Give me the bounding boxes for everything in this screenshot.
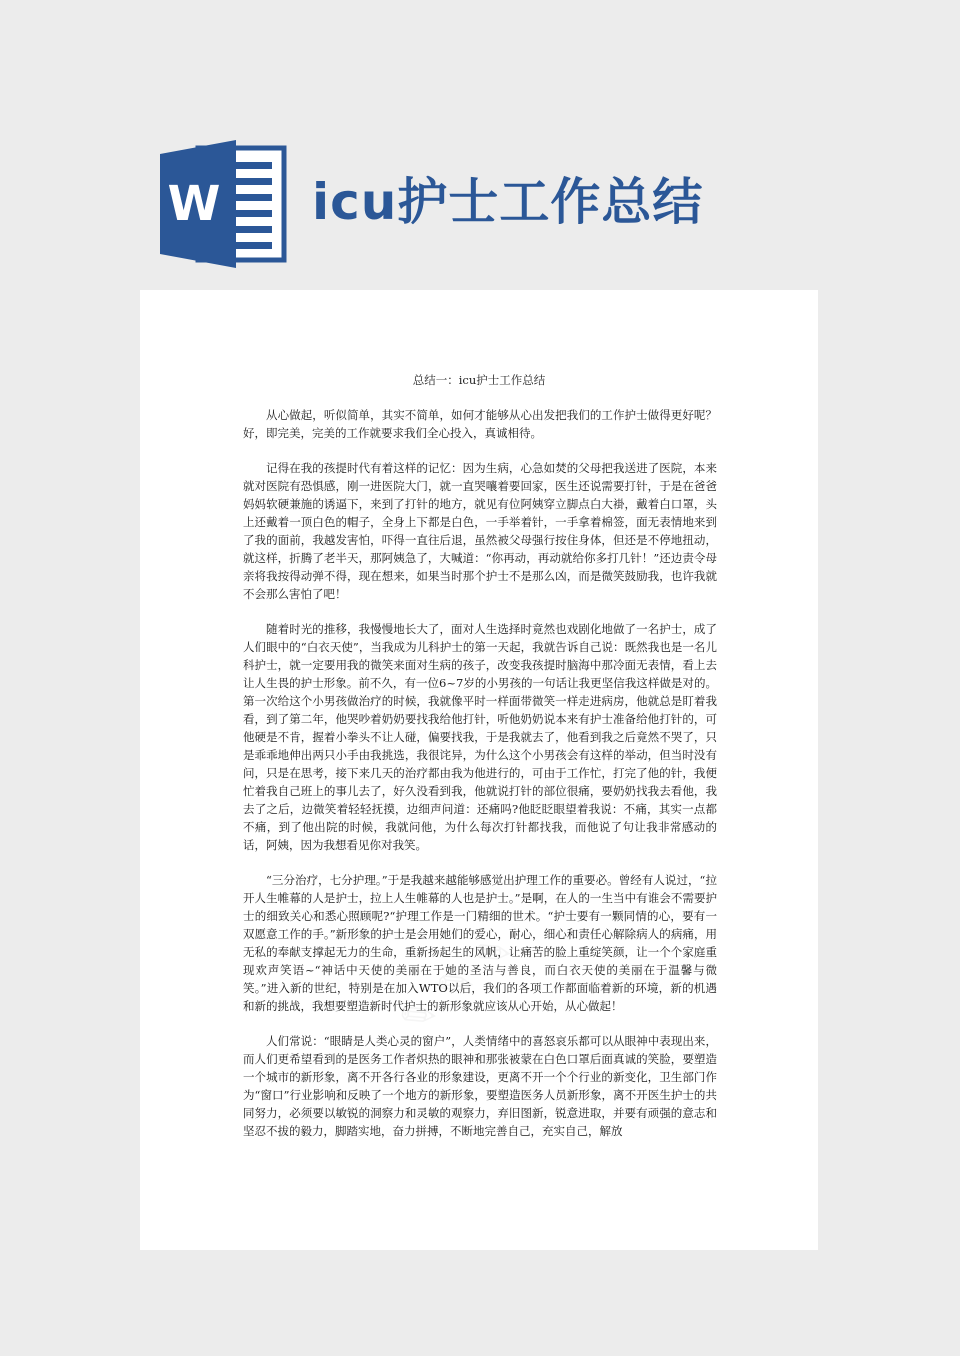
document-page: [140, 290, 818, 1250]
paragraph-4: “三分治疗，七分护理。”于是我越来越能够感觉出护理工作的重要必。曾经有人说过，“拉开人生帷幕的人是护士，拉上人生帷幕的人也是护士。”是啊，在人的一生当中有谁会不需要护士的细致关心和悉心照顾呢?“护理工作是一门精细的世术。“护士要有一颗同情的心，要有一双愿意工作的手。”新形象的护士是会用她们的爱心，耐心，细心和责任心解除病人的病痛，用无私的奉献支撑起无力的生命，重新扬起生的风帆，让痛苦的脸上重绽笑颜，让一个个家庭重现欢声笑语~“神话中天使的美丽在于她的圣洁与善良，而白衣天使的美丽在于温馨与微笑。”进入新的世纪，特别是在加入WTO以后，我们的各项工作都面临着新的环境，新的机遇和新的挑战，我想要塑造新时代护士的新形象就应该从心开始，从心做起！: [243, 873, 717, 1013]
paragraph-2: 记得在我的孩提时代有着这样的记忆：因为生病，心急如焚的父母把我送进了医院，本来就对医院有恐惧感，刚一进医院大门，就一直哭嚷着要回家，医生还说需要打针，于是在爸爸妈妈软硬兼施的诱逼下，来到了打针的地方，就见有位阿姨穿立脚点白大褂，戴着白口罩，头上还戴着一顶白色的帽子，全身上下都是白色，一手举着针，一手拿着棉签，面无表情地来到了我的面前，我越发害怕，吓得一直往后退，虽然被父母强行按住身体，但还是不停地扭动，就这样，折腾了老半天，那阿姨急了，大喊道：“你再动，再动就给你多打几针！”还边责令母亲将我按得动弹不得，现在想来，如果当时那个护士不是那么凶，而是微笑鼓励我，也许我就不会那么害怕了吧！: [243, 461, 717, 601]
paragraph-3: 随着时光的推移，我慢慢地长大了，面对人生选择时竟然也戏剧化地做了一名护士，成了人们眼中的“白衣天使”，当我成为儿科护士的第一天起，我就告诉自己说：既然我也是一名儿科护士，就一定要用我的微笑来面对生病的孩子，改变我孩提时脑海中那冷面无表情，看上去让人生畏的护士形象。前不久，有一位6~7岁的小男孩的一句话让我更坚信我这样做是对的。第一次给这个小男孩做治疗的时候，我就像平时一样面带微笑一样走进病房，他就总是盯着我看，到了第二年，他哭吵着奶奶要找我给他打针，听他奶奶说本来有护士准备给他打针的，可他硬是不肯，握着小拳头不让人碰，偏要找我，于是我就去了，他看到我之后竟然不哭了，只是乖乖地伸出两只小手由我挑选，我很诧异，为什么这个小男孩会有这样的举动，但当时没有问，只是在思考，接下来几天的治疗都由我为他进行的，可由于工作忙，打完了他的针，我便忙着我自己班上的事儿去了，好久没看到我，他就说打针的部位很痛，要奶奶找我去看他，我去了之后，边微笑着轻轻抚摸，边细声问道：还痛吗?他眨眨眼望着我说：不痛，其实一点都不痛，到了他出院的时候，我就问他，为什么每次打针都找我，而他说了句让我非常感动的话，阿姨，因为我想看见你对我笑。: [243, 622, 717, 852]
header: [0, 0, 960, 290]
header-title: icu护士工作总结: [312, 173, 704, 231]
document-title: 总结一：icu护士工作总结: [412, 373, 546, 387]
paragraph-5: 人们常说：“眼睛是人类心灵的窗户”，人类情绪中的喜怒哀乐都可以从眼神中表现出来，而人们更希望看到的是医务工作者炽热的眼神和那张被蒙在白色口罩后面真诚的笑脸，要塑造一个城市的新形象，离不开各行各业的形象建设，更离不开一个个行业的新变化，卫生部门作为“窗口”行业影响和反映了一个地方的新形象，要塑造医务人员新形象，离不开医生护士的共同努力，必须要以敏锐的洞察力和灵敏的观察力，弃旧图新，锐意进取，并要有顽强的意志和坚忍不拔的毅力，脚踏实地，奋力拼搏，不断地完善自己，充实自己，解放: [243, 1034, 717, 1138]
word-icon-letter: W: [167, 176, 221, 232]
word-document-icon: [158, 140, 290, 268]
document-body: [243, 406, 717, 1157]
paragraph-1: 从心做起，听似简单，其实不简单，如何才能够从心出发把我们的工作护士做得更好呢？好，即完美，完美的工作就要求我们全心投入，真诚相待。: [243, 408, 717, 440]
